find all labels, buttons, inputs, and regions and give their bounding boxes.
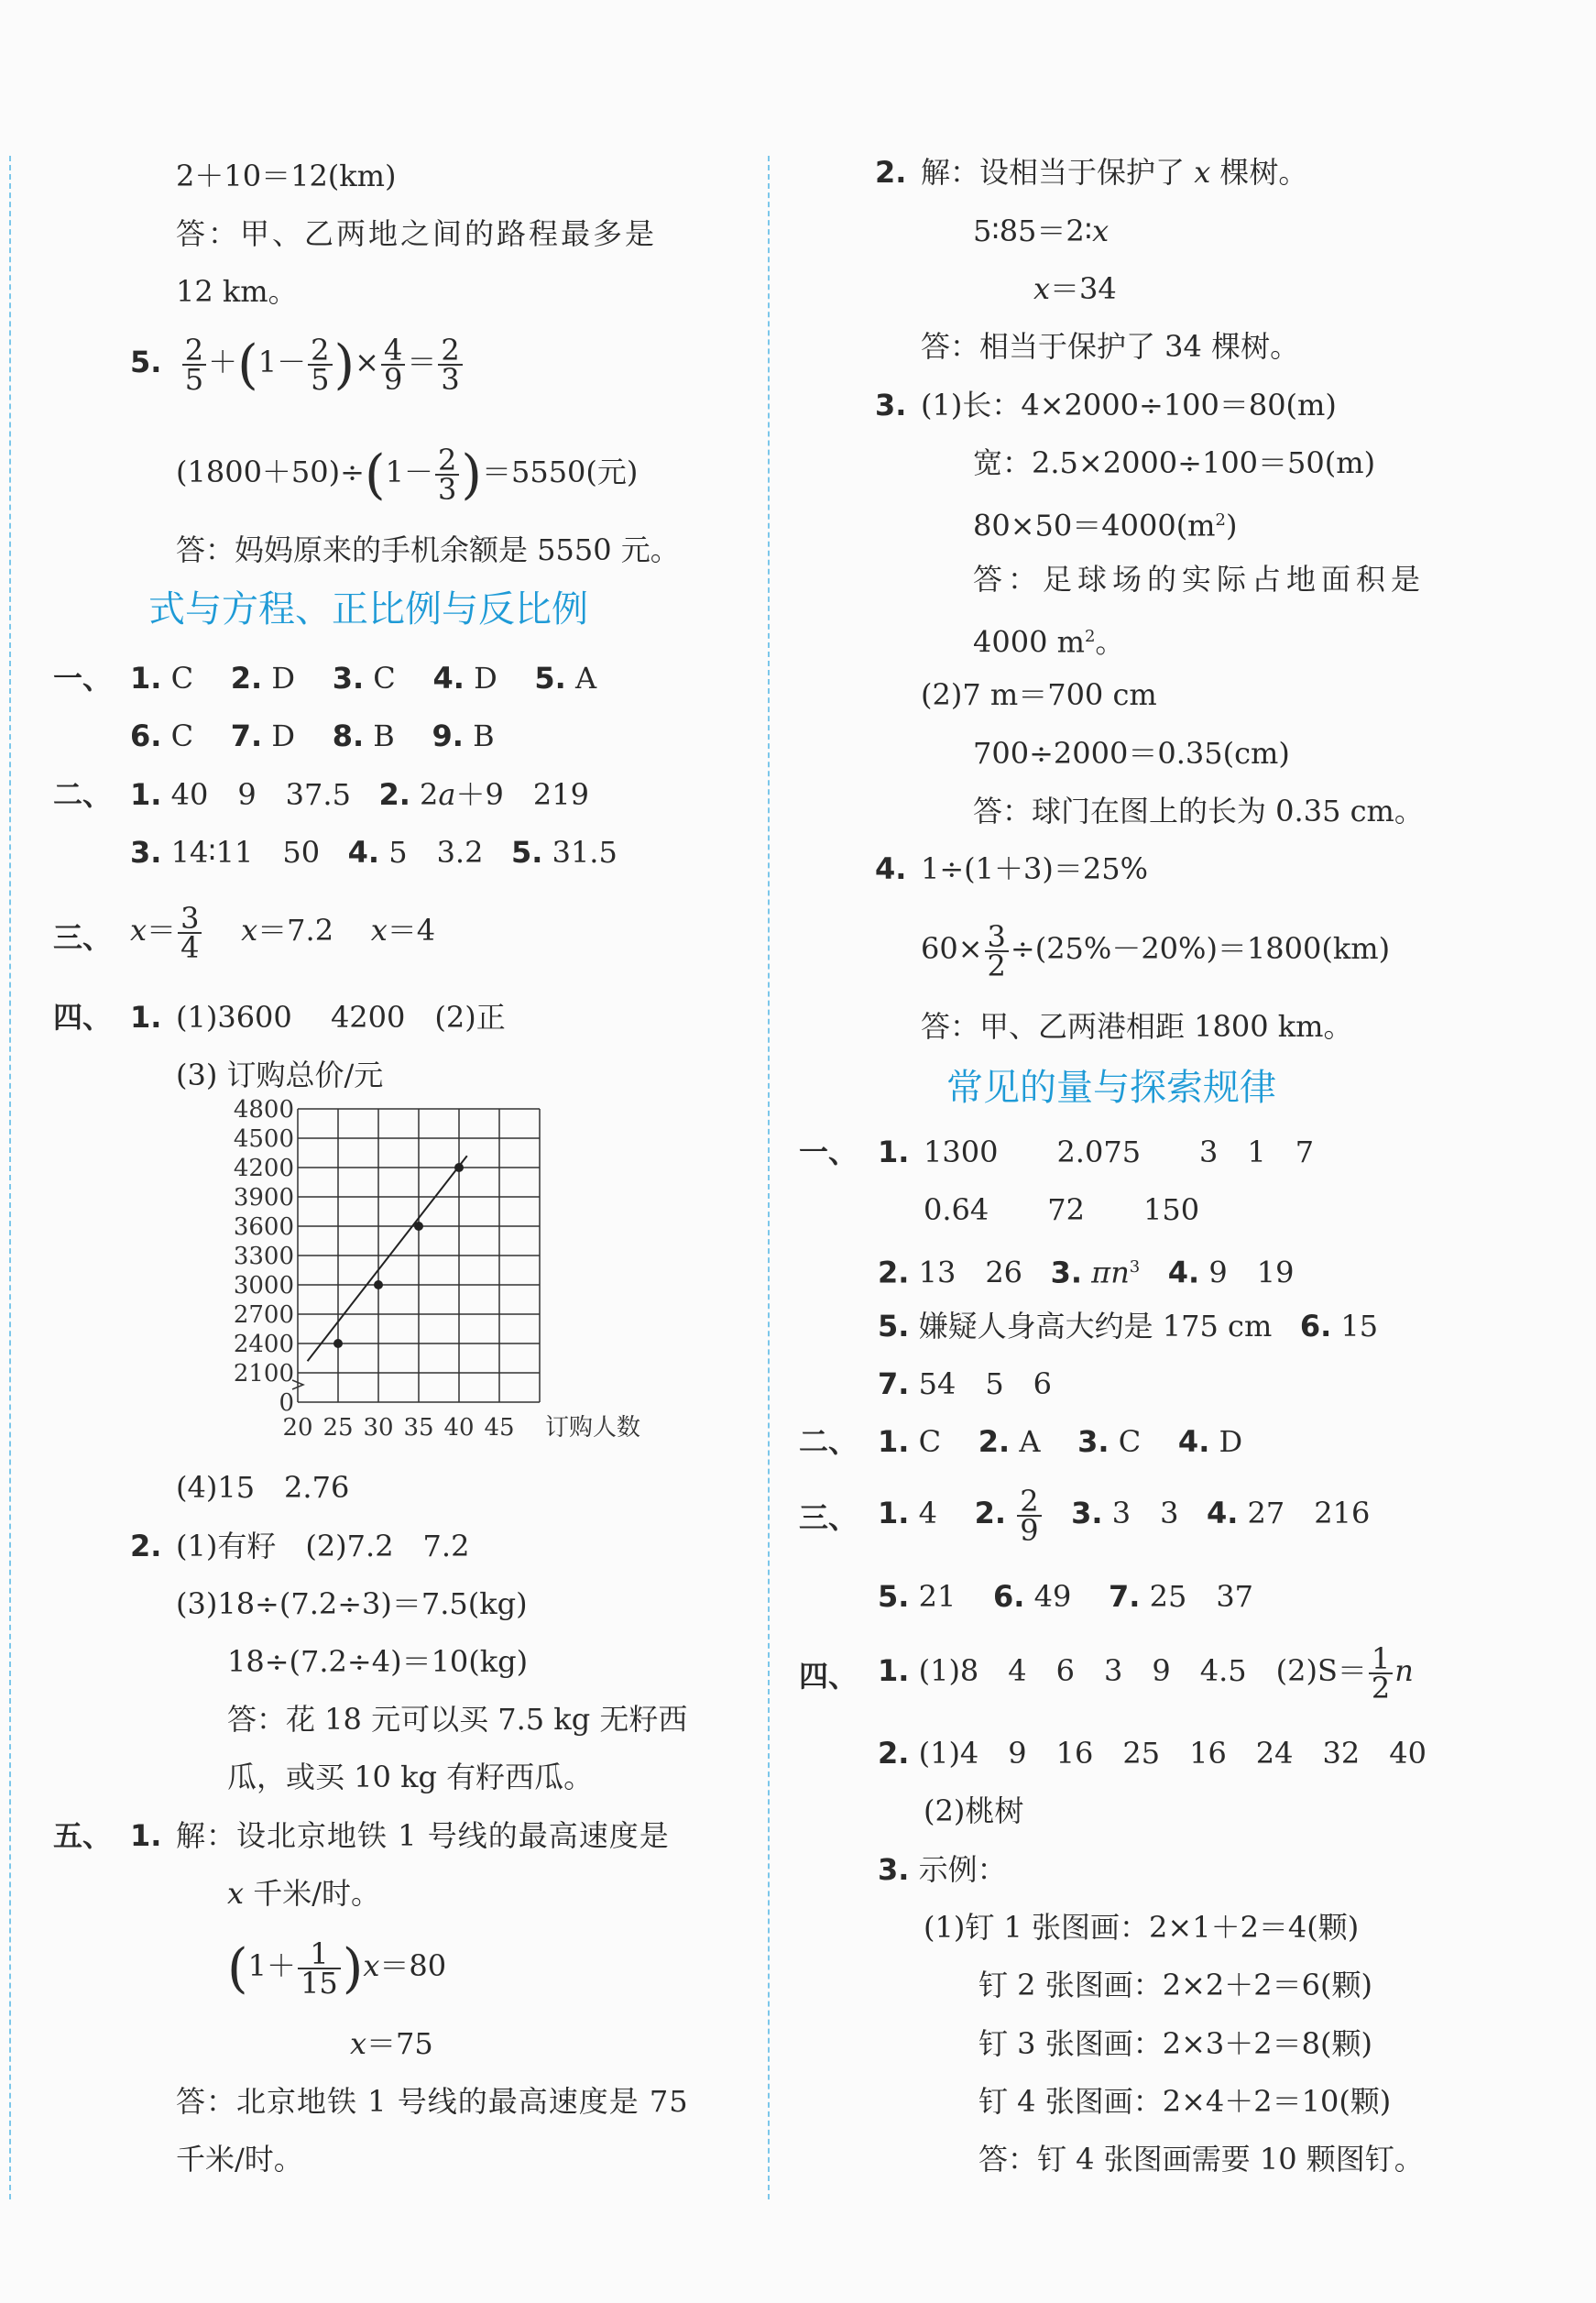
part-label: 一、 <box>799 1135 858 1169</box>
fraction: $\frac{4}{9}$ <box>381 336 405 393</box>
line: 解：设北京地铁 1 号线的最高速度是 <box>176 1818 670 1853</box>
answers-row: 3. 14∶11 50 4. 5 3.2 5. 31.5 <box>130 835 618 870</box>
part-label: 三、 <box>53 920 113 955</box>
answers-row: 3. 示例： <box>878 1852 1007 1887</box>
line: (2)桃树 <box>924 1793 1024 1828</box>
line: 答：钉 4 张图画需要 10 颗图钉。 <box>978 2142 1424 2177</box>
answers-row: 2. 13 26 3. $\pi n^3$ 4. 9 19 <box>878 1255 1295 1290</box>
question-number: 4. <box>875 851 907 886</box>
y-tick-label: 3300 <box>233 1243 294 1270</box>
answers-row: 1. C 2. A 3. C 4. D <box>878 1424 1243 1459</box>
line: 答：花 18 元可以买 7.5 kg 无籽西 <box>227 1702 688 1737</box>
fraction: $\frac{1}{2}$ <box>1369 1645 1393 1702</box>
y-tick-label: 2100 <box>233 1360 294 1387</box>
data-point <box>414 1222 423 1231</box>
y-tick-label: 2400 <box>233 1331 294 1358</box>
line: (3) 订购总价/元 <box>176 1058 384 1092</box>
answers-row: 1. (1)8 4 6 3 9 4.5 (2)S＝ $\frac{1}{2}$ n <box>878 1640 1414 1705</box>
q5-answer: 答：妈妈原来的手机余额是 5550 元。 <box>176 532 680 567</box>
fraction: $\frac{2}{9}$ <box>1017 1487 1041 1544</box>
section-title: 式与方程、正比例与反比例 <box>148 588 588 631</box>
line: $80\times 50=4000(m^2)$ <box>973 508 1238 543</box>
line: 答：甲、乙两地之间的路程最多是 <box>176 216 658 251</box>
line: 答：甲、乙两港相距 1800 km。 <box>921 1009 1353 1044</box>
line: 5∶85＝2∶x <box>973 214 1110 248</box>
line: (2)7 m＝700 cm <box>921 677 1157 712</box>
line: 18÷(7.2÷4)＝10(kg) <box>227 1644 529 1679</box>
part-label: 二、 <box>799 1424 858 1459</box>
fraction: $\frac{2}{3}$ <box>438 336 462 393</box>
part-label: 五、 <box>53 1818 113 1853</box>
y-tick-label: 2700 <box>233 1301 294 1329</box>
answers-row: 2. (1)4 9 16 25 16 24 32 40 <box>878 1736 1427 1771</box>
line: 1300 2.075 3 1 7 <box>924 1135 1315 1169</box>
x-tick-label: 30 <box>363 1414 394 1442</box>
data-point <box>333 1339 343 1348</box>
part-label: 三、 <box>799 1500 858 1535</box>
line: 钉 2 张图画：2×2＋2＝6(颗) <box>978 1968 1372 2002</box>
series-line <box>308 1156 467 1361</box>
x-axis-label: 订购人数 <box>545 1414 641 1442</box>
question-number: 1. <box>130 1818 162 1853</box>
line: 700÷2000＝0.35(cm) <box>973 736 1290 771</box>
line: 钉 3 张图画：2×3＋2＝8(颗) <box>978 2026 1372 2061</box>
answers-row: 7. 54 5 6 <box>878 1366 1053 1401</box>
line: 答：相当于保护了 34 棵树。 <box>921 329 1300 364</box>
x-tick-label: 20 <box>282 1414 313 1442</box>
line: x＝75 <box>350 2026 433 2061</box>
y-tick-label: 4200 <box>233 1155 294 1182</box>
part-label: 四、 <box>53 1000 113 1035</box>
left-margin-divider <box>9 156 11 2199</box>
line: 答：足球场的实际占地面积是 <box>973 562 1427 597</box>
line: 2＋10＝12(km) <box>176 159 397 193</box>
line: 钉 4 张图画：2×4＋2＝10(颗) <box>978 2084 1392 2119</box>
line: (4)15 2.76 <box>176 1470 350 1505</box>
fraction: $\frac{3}{2}$ <box>985 923 1009 980</box>
price-line-chart <box>220 1095 696 1453</box>
fraction: $\frac{1}{15}$ <box>298 1940 341 1997</box>
answers-row: 5. 21 6. 49 7. 25 37 <box>878 1579 1254 1614</box>
section-title: 常见的量与探索规律 <box>946 1067 1276 1109</box>
fraction: $\frac{2}{5}$ <box>182 336 206 393</box>
answers-row: 1. 4 2. $\frac{2}{9}$ 3. 3 3 4. 27 216 <box>878 1483 1371 1548</box>
x-tick-label: 45 <box>484 1414 515 1442</box>
question-number: 1. <box>130 1000 162 1035</box>
x-tick-label: 35 <box>403 1414 434 1442</box>
answers-row: 1. C 2. D 3. C 4. D 5. A <box>130 661 597 696</box>
line: 宽：2.5×2000÷100＝50(m) <box>973 445 1376 480</box>
line: 0.64 72 150 <box>924 1192 1200 1227</box>
question-number: 1. <box>878 1135 910 1169</box>
y-tick-label: 4500 <box>233 1125 294 1153</box>
y-tick-label: 0 <box>279 1389 294 1417</box>
line: (3)18÷(7.2÷3)＝7.5(kg) <box>176 1586 528 1621</box>
answers-row: x＝ $\frac{3}{4}$ x＝7.2 x＝4 <box>130 900 436 965</box>
q5-equation-2: (1800＋50)÷(1－ $\frac{2}{3}$ )＝5550(元) <box>176 442 639 507</box>
y-tick-label: 3900 <box>233 1184 294 1212</box>
part-label: 一、 <box>53 661 113 696</box>
line: (1)钉 1 张图画：2×1＋2＝4(颗) <box>924 1910 1360 1945</box>
line: 4000 $m^2$。 <box>973 624 1125 660</box>
line: 千米/时。 <box>176 2142 303 2177</box>
part-label: 二、 <box>53 777 113 812</box>
q5-equation: 5. $\frac{2}{5}$ ＋(1－ $\frac{2}{5}$ )× $\frac{4}{9}$ ＝ $\frac{2}{3}$ <box>130 330 465 394</box>
line: 12 km。 <box>176 274 298 309</box>
question-number: 3. <box>875 388 907 422</box>
y-tick-label: 3600 <box>233 1213 294 1241</box>
equation: (1＋ $\frac{1}{15}$ )x＝80 <box>227 1936 447 2001</box>
x-tick-label: 25 <box>322 1414 354 1442</box>
fraction: $\frac{3}{4}$ <box>178 905 202 961</box>
line: (1)3600 4200 (2)正 <box>176 1000 506 1035</box>
answers-row: 5. 嫌疑人身高大约是 175 cm 6. 15 <box>878 1309 1379 1343</box>
line: x＝34 <box>1033 271 1117 306</box>
data-point <box>374 1280 383 1289</box>
line: 答：北京地铁 1 号线的最高速度是 75 <box>176 2084 689 2119</box>
answers-row: 6. C 7. D 8. B 9. B <box>130 718 495 753</box>
data-point <box>454 1163 464 1172</box>
line: 解：设相当于保护了 x 棵树。 <box>921 155 1308 190</box>
line: (1)有籽 (2)7.2 7.2 <box>176 1529 470 1563</box>
line: (1)长：4×2000÷100＝80(m) <box>921 388 1337 422</box>
y-tick-label: 3000 <box>233 1272 294 1300</box>
question-number: 2. <box>130 1529 162 1563</box>
fraction: $\frac{2}{3}$ <box>435 446 459 503</box>
column-divider <box>768 156 770 2199</box>
fraction: $\frac{2}{5}$ <box>308 336 332 393</box>
y-tick-label: 4800 <box>233 1096 294 1124</box>
line: 答：球门在图上的长为 0.35 cm。 <box>973 794 1424 828</box>
part-label: 四、 <box>799 1659 858 1694</box>
x-tick-label: 40 <box>443 1414 475 1442</box>
equation: 60× $\frac{3}{2}$ ÷(25%－20%)＝1800(km) <box>921 918 1391 983</box>
line: x 千米/时。 <box>227 1876 381 1911</box>
line: 1÷(1＋3)＝25% <box>921 851 1148 886</box>
line: 瓜，或买 10 kg 有籽西瓜。 <box>227 1760 594 1794</box>
answers-row: 1. 40 9 37.5 2. 2a＋9 219 <box>130 777 589 812</box>
question-number: 2. <box>875 155 907 190</box>
